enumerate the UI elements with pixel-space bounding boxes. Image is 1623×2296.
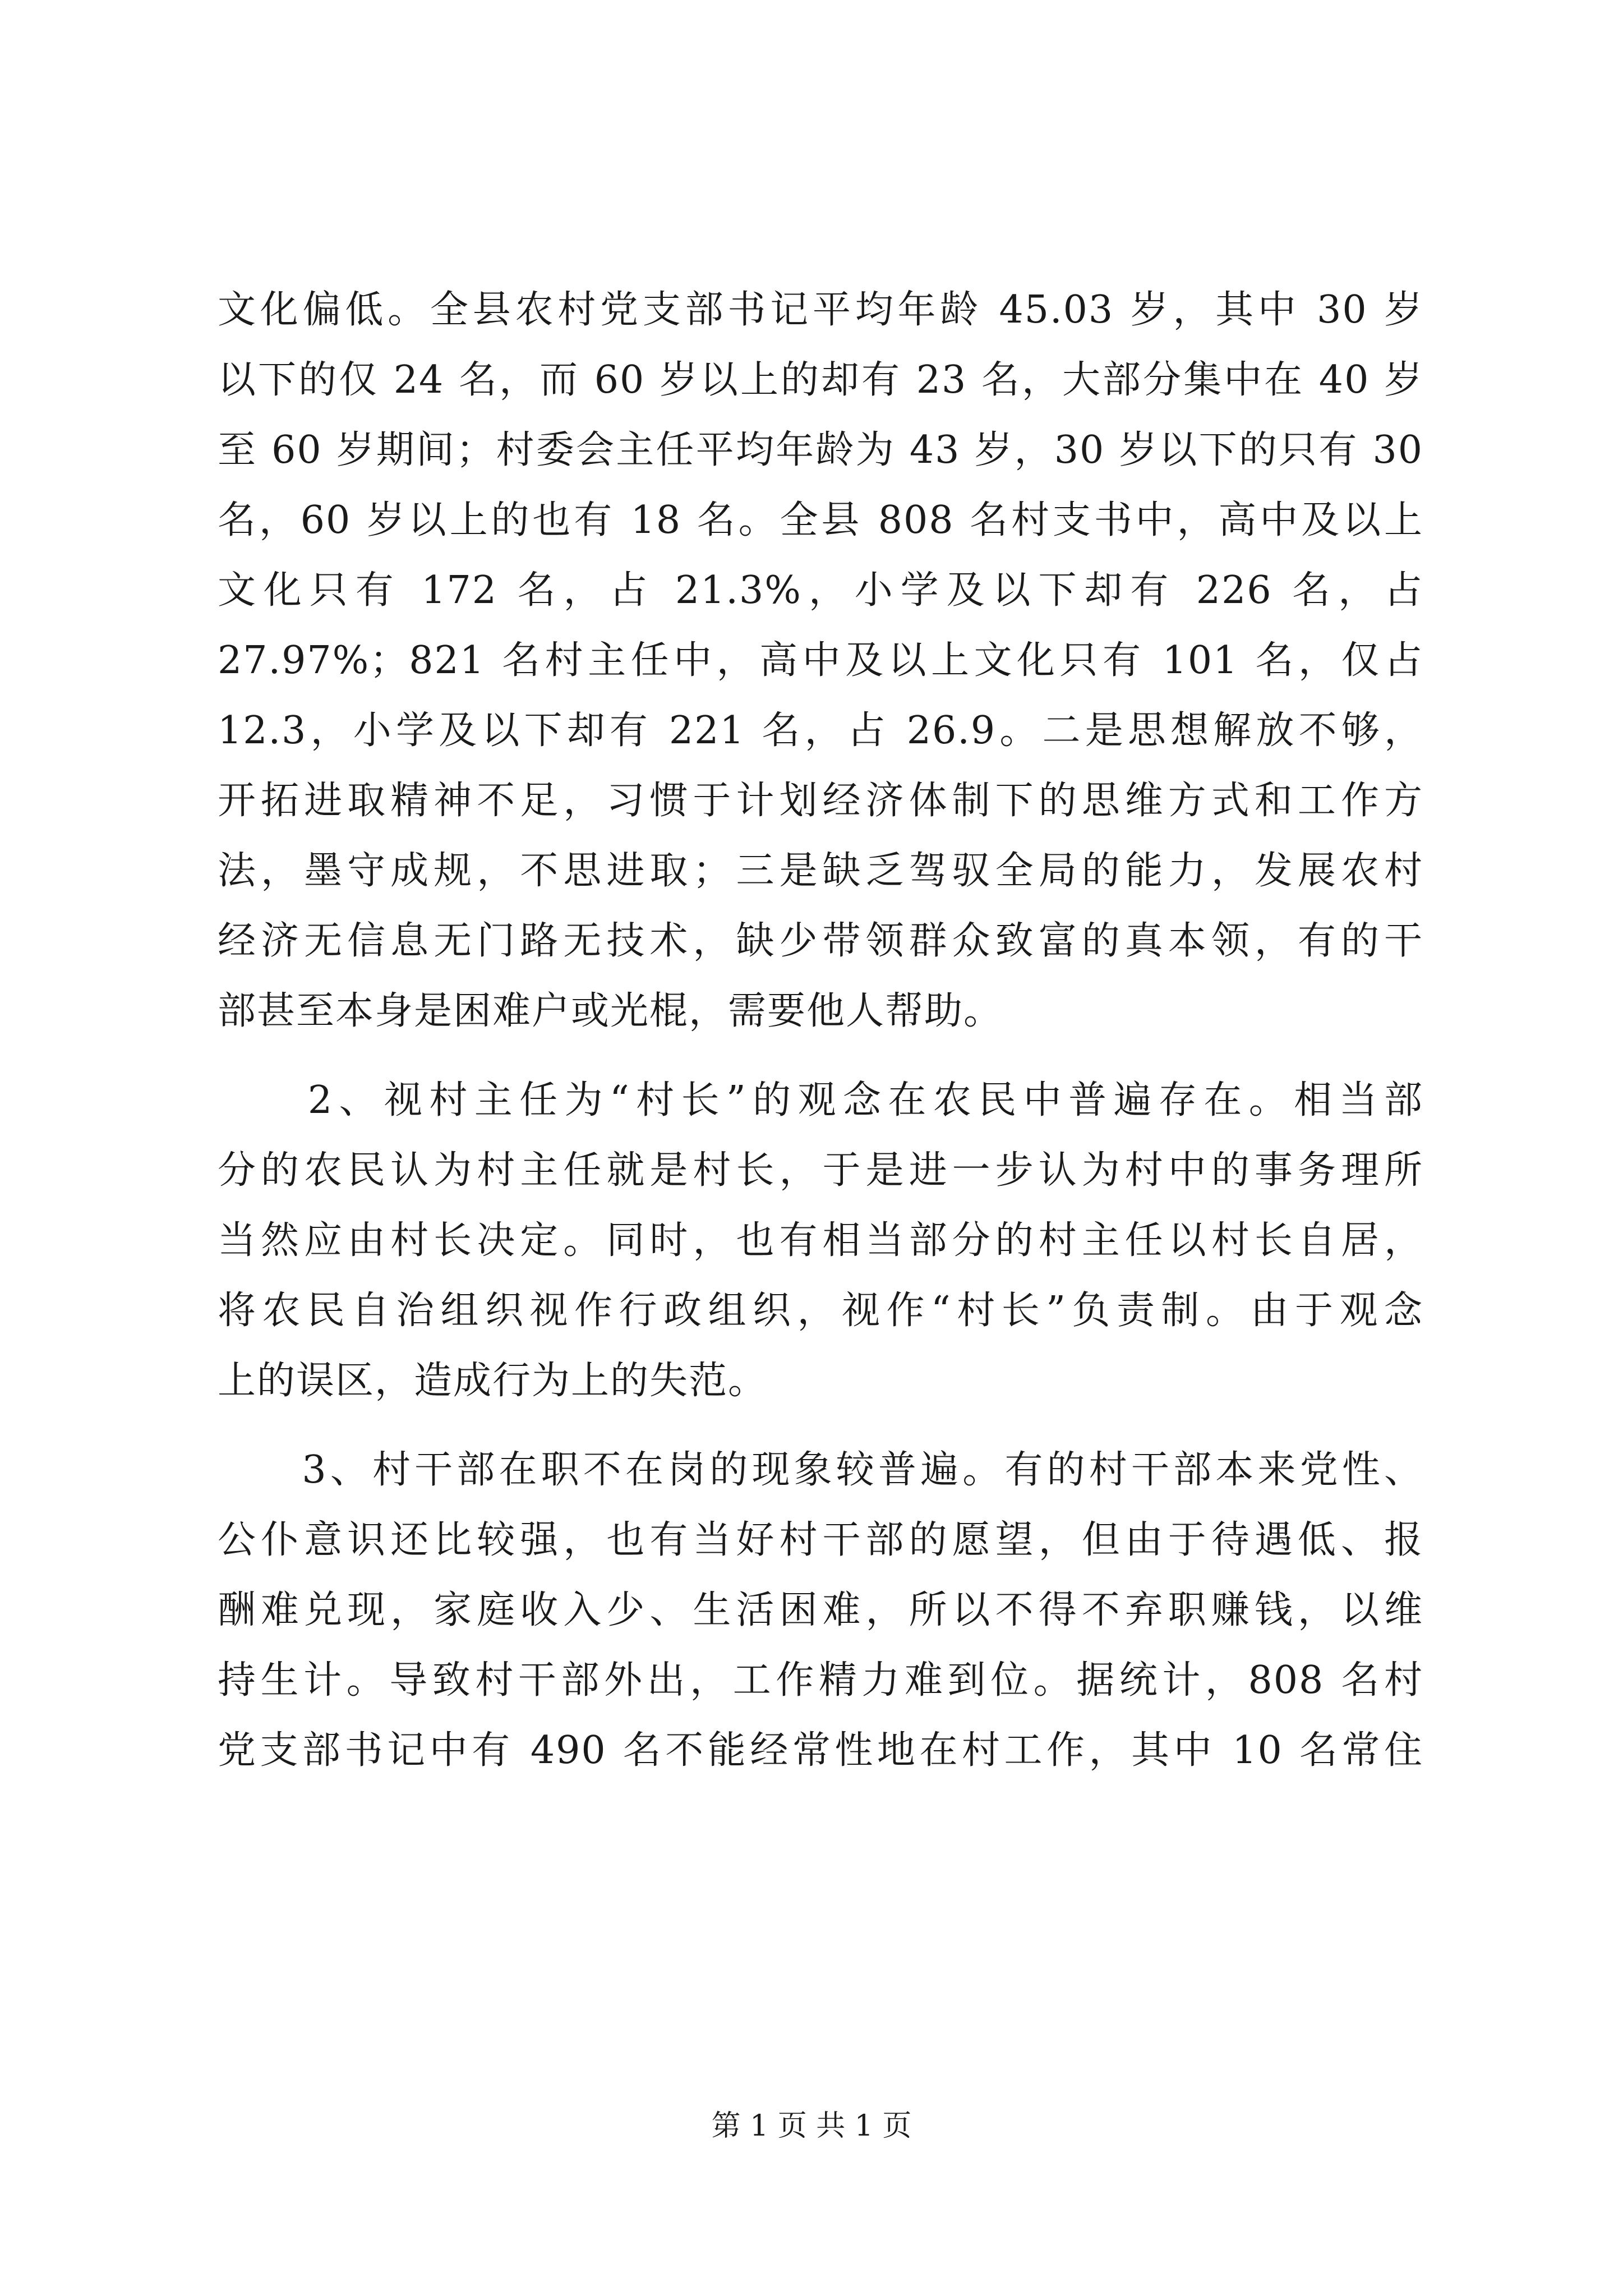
text-line: 分的农民认为村主任就是村长，于是进一步认为村中的事务理所 (218, 1148, 1423, 1193)
text-line: 公仆意识还比较强，也有当好村干部的愿望，但由于待遇低、报 (218, 1518, 1423, 1562)
text-line: 党支部书记中有 490 名不能经常性地在村工作，其中 10 名常住 (218, 1728, 1423, 1773)
text-line: 开拓进取精神不足，习惯于计划经济体制下的思维方式和工作方 (218, 779, 1423, 823)
text-line: 持生计。导致村干部外出，工作精力难到位。据统计，808 名村 (218, 1658, 1423, 1703)
text-line: 将农民自治组织视作行政组织，视作“村长”负责制。由于观念 (218, 1289, 1423, 1333)
page-footer (0, 2106, 1623, 2146)
document-body (218, 275, 1423, 1786)
text-line: 法，墨守成规，不思进取；三是缺乏驾驭全局的能力，发展农村 (218, 849, 1423, 893)
page-number-label: 第 1 页 共 1 页 (711, 2109, 912, 2143)
text-line: 文化偏低。全县农村党支部书记平均年龄 45.03 岁，其中 30 岁 (218, 288, 1423, 332)
text-line: 3、村干部在职不在岗的现象较普遍。有的村干部本来党性、 (218, 1448, 1423, 1492)
paragraph-spacer (218, 1046, 1423, 1065)
text-line: 部甚至本身是困难户或光棍，需要他人帮助。 (218, 989, 1003, 1033)
text-line: 经济无信息无门路无技术，缺少带领群众致富的真本领，有的干 (218, 919, 1423, 963)
text-line: 12.3，小学及以下却有 221 名，占 26.9。二是思想解放不够， (218, 708, 1423, 753)
paragraph-spacer (218, 1416, 1423, 1435)
text-line: 文化只有 172 名，占 21.3%，小学及以下却有 226 名，占 (218, 568, 1423, 613)
text-line: 酬难兑现，家庭收入少、生活困难，所以不得不弃职赚钱，以维 (218, 1588, 1423, 1632)
text-line: 当然应由村长决定。同时，也有相当部分的村主任以村长自居， (218, 1218, 1423, 1263)
text-line: 27.97%；821 名村主任中，高中及以上文化只有 101 名，仅占 (218, 638, 1423, 683)
text-line: 以下的仅 24 名，而 60 岁以上的却有 23 名，大部分集中在 40 岁 (218, 358, 1423, 402)
text-line: 名，60 岁以上的也有 18 名。全县 808 名村支书中，高中及以上 (218, 498, 1423, 542)
text-line: 2、视村主任为“村长”的观念在农民中普遍存在。相当部 (218, 1078, 1423, 1122)
text-line: 至 60 岁期间；村委会主任平均年龄为 43 岁，30 岁以下的只有 30 (218, 428, 1423, 472)
text-line: 上的误区，造成行为上的失范。 (218, 1359, 768, 1403)
